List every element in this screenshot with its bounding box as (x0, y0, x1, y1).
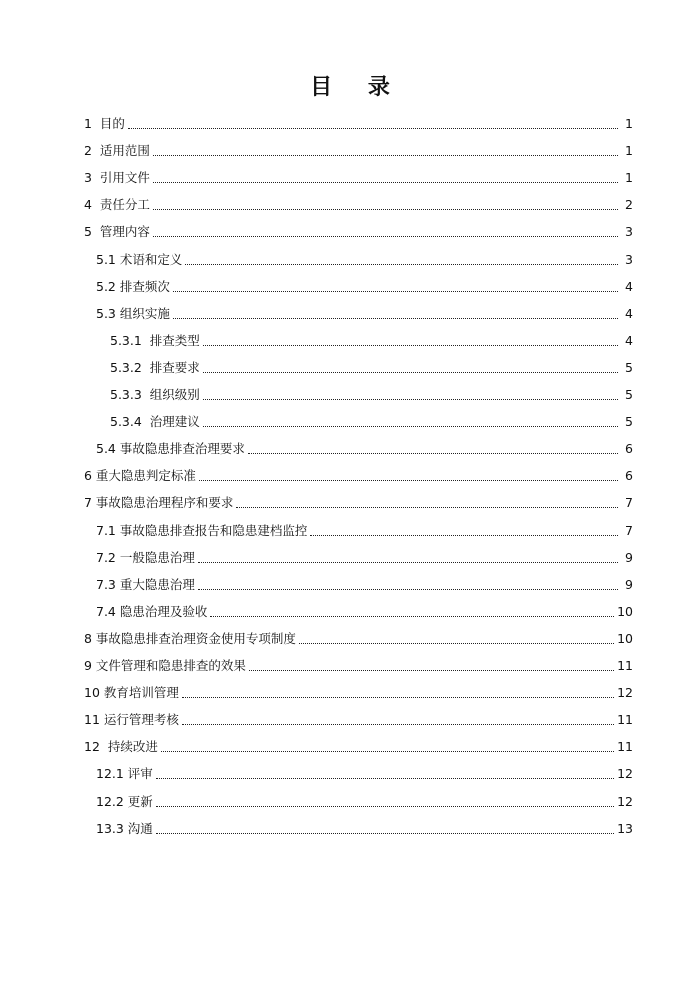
toc-entry[interactable] (96, 439, 633, 459)
toc-entry-page-number: 12 (617, 793, 633, 809)
toc-entry[interactable] (84, 114, 633, 134)
toc-entry-page-number: 5 (625, 414, 633, 430)
toc-entry[interactable] (84, 141, 633, 161)
toc-entry[interactable] (84, 683, 633, 703)
toc-entry-page-number: 9 (625, 549, 633, 565)
toc-entry-page-number: 6 (625, 468, 633, 484)
toc-entry[interactable] (84, 629, 633, 649)
toc-entry[interactable] (84, 737, 633, 757)
toc-entry-label: 8 事故隐患排查治理资金使用专项制度 (84, 630, 296, 646)
toc-entry-label: 7.1 事故隐患排查报告和隐患建档监控 (96, 522, 308, 538)
toc-entry-page-number: 4 (625, 332, 633, 348)
toc-entry-label: 13.3 沟通 (96, 820, 153, 836)
toc-entry[interactable] (84, 168, 633, 188)
toc-leader-dots (153, 182, 618, 183)
toc-entry-page-number: 10 (617, 630, 633, 646)
toc-entry[interactable] (96, 521, 633, 541)
toc-leader-dots (203, 345, 618, 346)
toc-entry-page-number: 2 (625, 197, 633, 213)
toc-leader-dots (236, 507, 618, 508)
toc-entry-page-number: 11 (617, 739, 633, 755)
toc-entry[interactable] (96, 575, 633, 595)
toc-leader-dots (153, 209, 618, 210)
toc-leader-dots (182, 697, 614, 698)
toc-leader-dots (310, 535, 618, 536)
toc-entry-page-number: 12 (617, 685, 633, 701)
toc-entry-label: 7.4 隐患治理及验收 (96, 603, 208, 619)
toc-entry[interactable] (84, 466, 633, 486)
toc-entry-label: 5 管理内容 (84, 224, 150, 240)
toc-entry-label: 6 重大隐患判定标准 (84, 468, 196, 484)
toc-entry-label: 5.3.4 治理建议 (110, 414, 200, 430)
toc-entry-page-number: 1 (625, 116, 633, 131)
toc-entry-label: 5.4 事故隐患排查治理要求 (96, 441, 245, 457)
toc-leader-dots (203, 426, 618, 427)
toc-entry-label: 3 引用文件 (84, 170, 150, 186)
toc-entry-label: 5.3.3 组织级别 (110, 387, 200, 402)
toc-entry[interactable] (110, 385, 633, 405)
toc-entry-page-number: 11 (617, 658, 633, 673)
toc-entry-label: 12 持续改进 (84, 739, 158, 755)
toc-entry-page-number: 5 (625, 359, 633, 375)
toc-entry-page-number: 4 (625, 278, 633, 294)
toc-entry-page-number: 10 (617, 603, 633, 619)
toc-entry-page-number: 7 (625, 522, 633, 538)
toc-leader-dots (128, 128, 618, 129)
toc-entry-label: 1 目的 (84, 116, 125, 131)
toc-leader-dots (198, 589, 618, 590)
toc-leader-dots (156, 778, 614, 779)
toc-entry[interactable] (84, 710, 633, 730)
toc-leader-dots (249, 670, 614, 671)
toc-leader-dots (248, 453, 618, 454)
toc-entry[interactable] (96, 277, 633, 297)
toc-entry-label: 5.3.1 排查类型 (110, 332, 200, 348)
toc-entry[interactable] (96, 602, 633, 622)
toc-entry[interactable] (84, 656, 633, 676)
toc-entry-label: 11 运行管理考核 (84, 712, 179, 728)
toc-entry[interactable] (96, 548, 633, 568)
toc-entry-page-number: 3 (625, 251, 633, 267)
toc-entry-page-number: 13 (617, 820, 633, 836)
toc-leader-dots (173, 291, 618, 292)
toc-leader-dots (156, 806, 614, 807)
toc-entry-page-number: 1 (625, 170, 633, 186)
toc-entry-label: 5.2 排查频次 (96, 278, 170, 294)
toc-leader-dots (182, 724, 614, 725)
toc-leader-dots (299, 643, 614, 644)
toc-entry-page-number: 7 (625, 495, 633, 511)
toc-entry-page-number: 1 (625, 143, 633, 159)
toc-entry-label: 9 文件管理和隐患排查的效果 (84, 658, 246, 673)
toc-entry[interactable] (84, 222, 633, 242)
toc-entry[interactable] (110, 331, 633, 351)
toc-entry-page-number: 3 (625, 224, 633, 240)
toc-entry-label: 7.2 一般隐患治理 (96, 549, 195, 565)
toc-leader-dots (161, 751, 614, 752)
toc-leader-dots (210, 616, 614, 617)
toc-entry[interactable] (110, 358, 633, 378)
toc-leader-dots (199, 480, 618, 481)
toc-entry[interactable] (96, 304, 633, 324)
toc-entry[interactable] (110, 412, 633, 432)
toc-leader-dots (203, 399, 618, 400)
toc-leader-dots (153, 236, 618, 237)
toc-leader-dots (203, 372, 618, 373)
toc-entry-label: 5.1 术语和定义 (96, 251, 183, 267)
toc-leader-dots (185, 264, 618, 265)
toc-entry-label: 10 教育培训管理 (84, 685, 179, 701)
toc-entry-page-number: 11 (617, 712, 633, 728)
toc-entry[interactable] (96, 792, 633, 812)
toc-entry-label: 7.3 重大隐患治理 (96, 576, 195, 592)
toc-entry-label: 5.3.2 排查要求 (110, 359, 200, 375)
toc-entry[interactable] (96, 819, 633, 839)
toc-entry-page-number: 4 (625, 305, 633, 321)
toc-entry-label: 4 责任分工 (84, 197, 150, 213)
toc-entry[interactable] (84, 493, 633, 513)
toc-entry-label: 7 事故隐患治理程序和要求 (84, 495, 234, 511)
toc-entry-label: 12.1 评审 (96, 766, 153, 782)
toc-entry-label: 12.2 更新 (96, 793, 153, 809)
toc-entry-page-number: 5 (625, 387, 633, 402)
toc-entry-label: 5.3 组织实施 (96, 305, 170, 321)
toc-entry-page-number: 12 (617, 766, 633, 782)
toc-leader-dots (156, 833, 614, 834)
toc-leader-dots (198, 562, 618, 563)
page-title: 目 录 (310, 75, 404, 100)
toc-entry[interactable] (96, 764, 633, 784)
toc-leader-dots (153, 155, 618, 156)
toc-entry[interactable] (96, 250, 633, 270)
toc-entry-page-number: 9 (625, 576, 633, 592)
toc-entry-label: 2 适用范围 (84, 143, 150, 159)
toc-entry-page-number: 6 (625, 441, 633, 457)
toc-leader-dots (173, 318, 618, 319)
toc-entry[interactable] (84, 195, 633, 215)
